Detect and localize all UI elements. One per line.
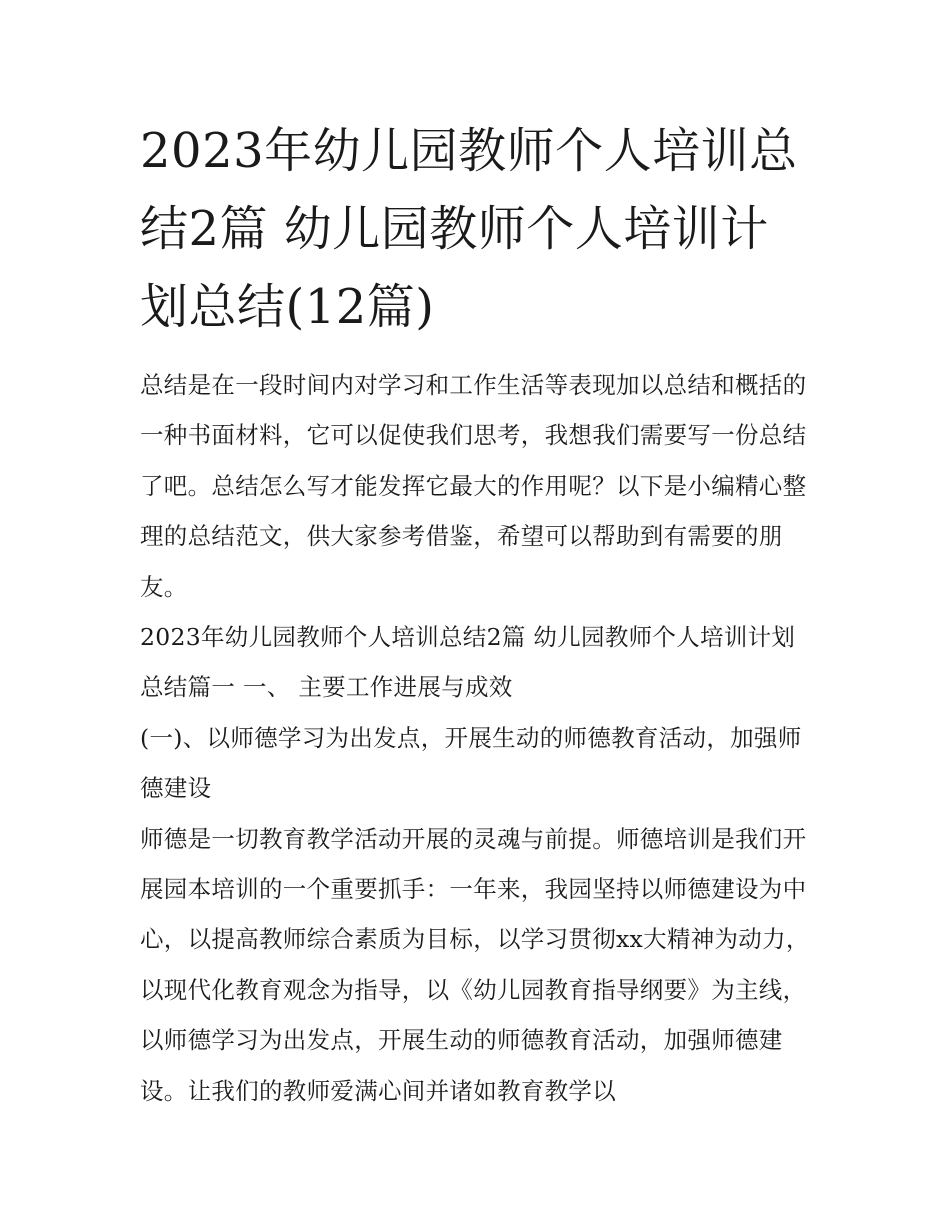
- document-title: 2023年幼儿园教师个人培训总结2篇 幼儿园教师个人培训计划总结(12篇): [140, 123, 798, 335]
- document-body: [140, 360, 812, 1116]
- body-paragraph: 师德是一切教育教学活动开展的灵魂与前提。师德培训是我们开展园本培训的一个重要抓手：一年来，我园坚持以师德建设为中心，以提高教师综合素质为目标，以学习贯彻xx大精神为动力，以现代化教育观念为指导，以《幼儿园教育指导纲要》为主线，以师德学习为出发点，开展生动的师德教育活动，加强师德建设。让我们的教师爱满心间并诸如教育教学以: [140, 824, 810, 1105]
- section-heading: 2023年幼儿园教师个人培训总结2篇 幼儿园教师个人培训计划总结篇一 一、 主要工作进展与成效: [140, 623, 796, 702]
- document-page: [140, 112, 812, 1116]
- subsection-heading: (一)、以师德学习为出发点，开展生动的师德教育活动，加强师德建设: [140, 723, 802, 803]
- intro-paragraph: 总结是在一段时间内对学习和工作生活等表现加以总结和概括的一种书面材料，它可以促使我们思考，我想我们需要写一份总结了吧。总结怎么写才能发挥它最大的作用呢？以下是小编精心整理的总结范文，供大家参考借鉴，希望可以帮助到有需要的朋友。: [140, 371, 807, 601]
